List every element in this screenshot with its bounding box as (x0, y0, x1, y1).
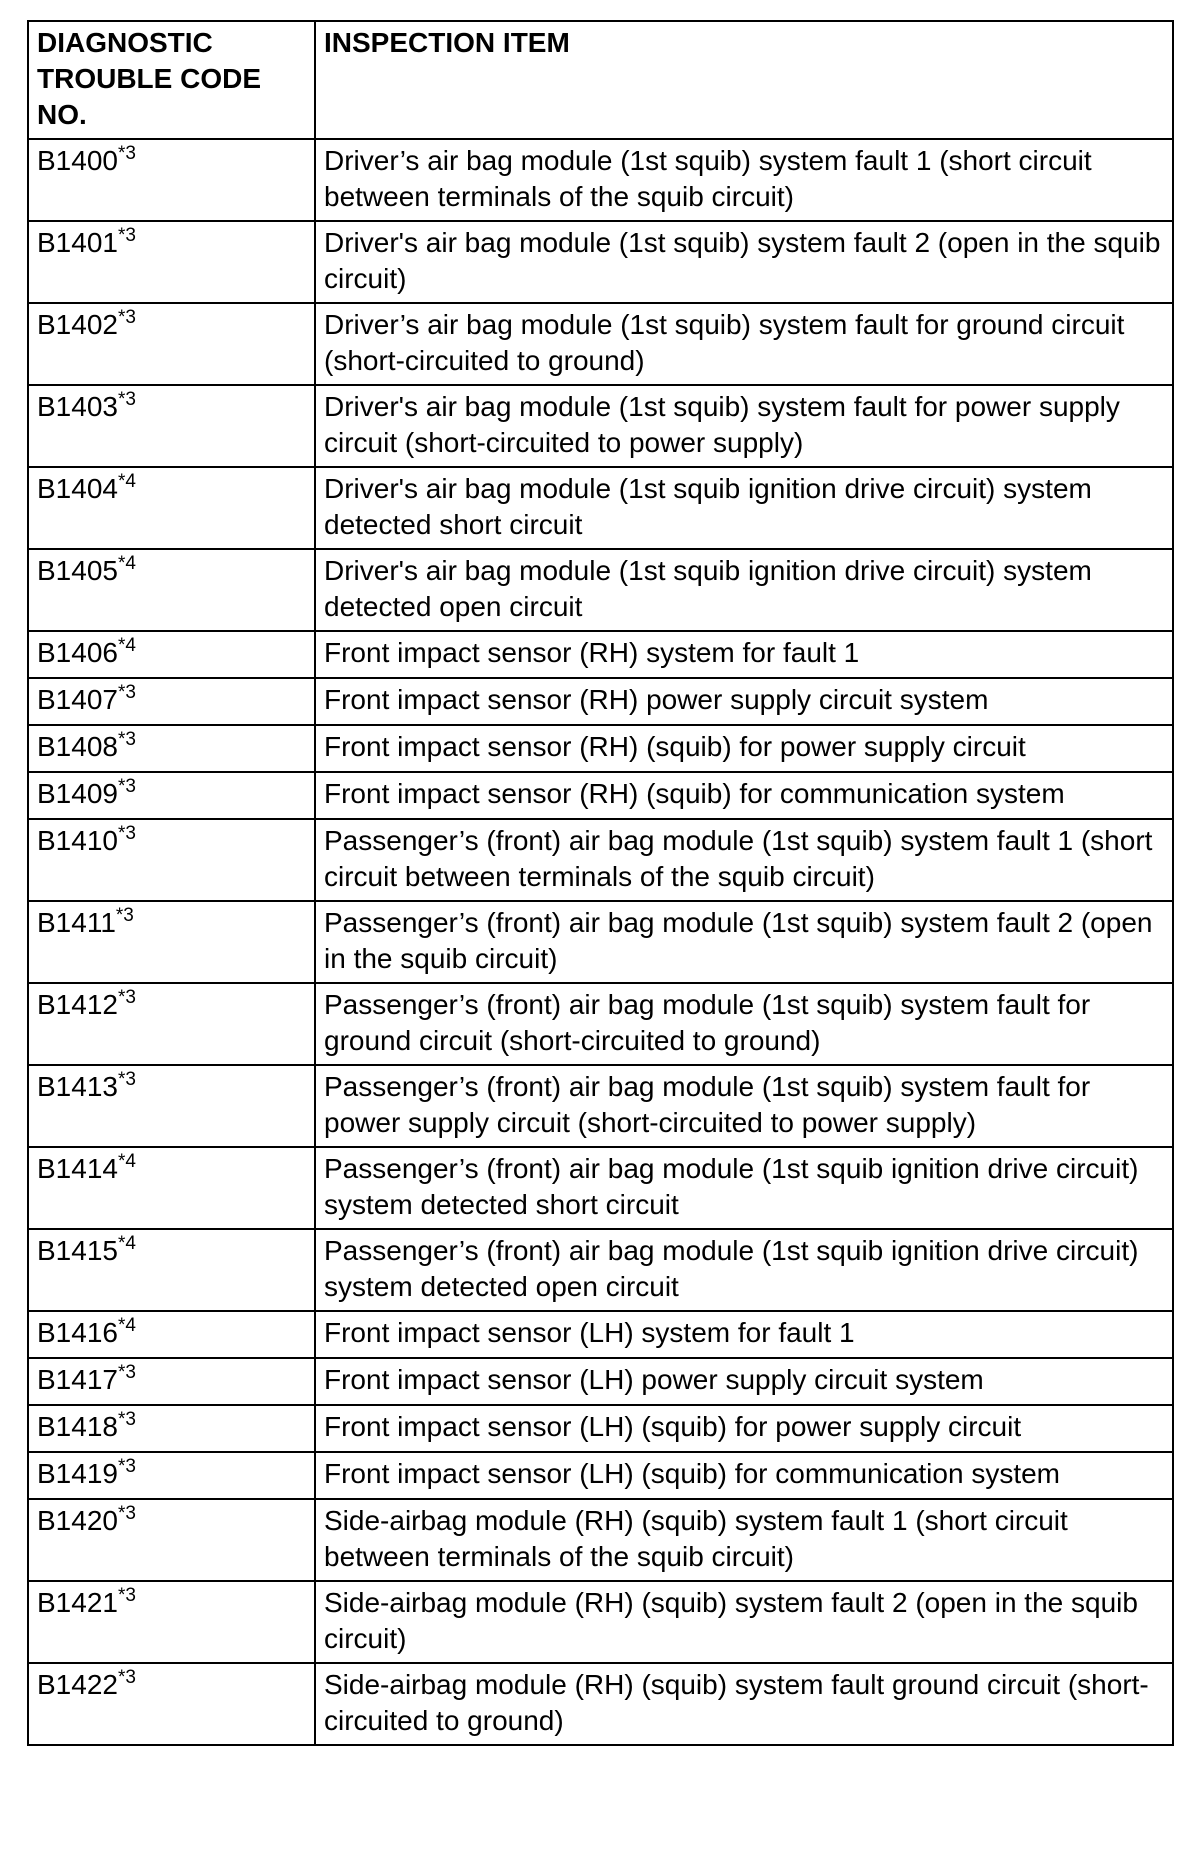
dtc-code: B1410 (37, 825, 118, 856)
inspection-item-cell: Driver's air bag module (1st squib ignition drive circuit) system detected short circuit (315, 467, 1173, 549)
table-row (28, 221, 1173, 303)
dtc-note: *3 (117, 307, 136, 328)
table-row (28, 725, 1173, 772)
dtc-code-cell (28, 1581, 315, 1663)
table-row (28, 901, 1173, 983)
dtc-code: B1413 (37, 1071, 118, 1102)
dtc-note: *4 (117, 635, 136, 656)
dtc-code: B1412 (37, 989, 118, 1020)
table-row (28, 772, 1173, 819)
inspection-item-cell: Front impact sensor (RH) (squib) for power supply circuit (315, 725, 1173, 772)
dtc-note: *4 (117, 1151, 136, 1172)
header-inspection-item: INSPECTION ITEM (315, 21, 1173, 139)
dtc-note: *3 (117, 729, 136, 750)
dtc-code-cell (28, 1311, 315, 1358)
dtc-note: *3 (117, 389, 136, 410)
table-row (28, 1358, 1173, 1405)
dtc-code-cell (28, 549, 315, 631)
dtc-note: *3 (117, 1362, 136, 1383)
dtc-note: *4 (117, 553, 136, 574)
dtc-note: *3 (117, 1585, 136, 1606)
inspection-item-cell: Side-airbag module (RH) (squib) system fault ground circuit (short-circuited to ground) (315, 1663, 1173, 1745)
inspection-item-cell: Front impact sensor (LH) system for fault 1 (315, 1311, 1173, 1358)
dtc-note: *3 (115, 905, 134, 926)
dtc-note: *3 (117, 225, 136, 246)
header-dtc-number: DIAGNOSTIC TROUBLE CODE NO. (28, 21, 315, 139)
dtc-code-cell (28, 631, 315, 678)
dtc-code-cell (28, 139, 315, 221)
dtc-code: B1400 (37, 145, 118, 176)
dtc-code: B1403 (37, 391, 118, 422)
table-row (28, 1663, 1173, 1745)
dtc-code-cell (28, 1147, 315, 1229)
dtc-code: B1417 (37, 1364, 118, 1395)
dtc-code-cell (28, 221, 315, 303)
table-row (28, 303, 1173, 385)
inspection-item-cell: Driver's air bag module (1st squib) system fault 2 (open in the squib circuit) (315, 221, 1173, 303)
dtc-code: B1402 (37, 309, 118, 340)
dtc-note: *3 (117, 1456, 136, 1477)
dtc-code-cell (28, 901, 315, 983)
dtc-code: B1405 (37, 555, 118, 586)
dtc-code: B1401 (37, 227, 118, 258)
inspection-item-cell: Driver’s air bag module (1st squib) system fault 1 (short circuit between terminals of the squib circuit) (315, 139, 1173, 221)
table-header-row (28, 21, 1173, 139)
dtc-code-cell (28, 1065, 315, 1147)
dtc-code-cell (28, 1499, 315, 1581)
table-row (28, 983, 1173, 1065)
table-row (28, 1229, 1173, 1311)
dtc-code-cell (28, 1663, 315, 1745)
dtc-code-cell (28, 303, 315, 385)
dtc-code-cell (28, 772, 315, 819)
dtc-code: B1406 (37, 637, 118, 668)
dtc-note: *3 (117, 682, 136, 703)
dtc-note: *3 (117, 776, 136, 797)
dtc-code-cell (28, 983, 315, 1065)
dtc-code: B1416 (37, 1317, 118, 1348)
dtc-code-cell (28, 1229, 315, 1311)
dtc-note: *3 (117, 1667, 136, 1688)
dtc-note: *3 (117, 143, 136, 164)
dtc-note: *3 (117, 1503, 136, 1524)
table-row (28, 1499, 1173, 1581)
dtc-code: B1421 (37, 1587, 118, 1618)
dtc-code-cell (28, 467, 315, 549)
table-row (28, 1581, 1173, 1663)
dtc-code-cell (28, 1405, 315, 1452)
inspection-item-cell: Front impact sensor (LH) (squib) for power supply circuit (315, 1405, 1173, 1452)
table-row (28, 1311, 1173, 1358)
inspection-item-cell: Side-airbag module (RH) (squib) system fault 2 (open in the squib circuit) (315, 1581, 1173, 1663)
inspection-item-cell: Driver's air bag module (1st squib ignition drive circuit) system detected open circuit (315, 549, 1173, 631)
inspection-item-cell: Driver's air bag module (1st squib) system fault for power supply circuit (short-circuited to power supply) (315, 385, 1173, 467)
table-row (28, 1452, 1173, 1499)
inspection-item-cell: Passenger’s (front) air bag module (1st squib) system fault for ground circuit (short-circuited to ground) (315, 983, 1173, 1065)
inspection-item-cell: Front impact sensor (RH) (squib) for communication system (315, 772, 1173, 819)
dtc-code: B1422 (37, 1669, 118, 1700)
dtc-code: B1420 (37, 1505, 118, 1536)
dtc-code-cell (28, 678, 315, 725)
dtc-code: B1407 (37, 684, 118, 715)
inspection-item-cell: Front impact sensor (LH) (squib) for communication system (315, 1452, 1173, 1499)
dtc-code: B1415 (37, 1235, 118, 1266)
table-row (28, 139, 1173, 221)
inspection-item-cell: Front impact sensor (RH) power supply circuit system (315, 678, 1173, 725)
inspection-item-cell: Passenger’s (front) air bag module (1st squib) system fault 1 (short circuit between terminals of the squib circuit) (315, 819, 1173, 901)
inspection-item-cell: Side-airbag module (RH) (squib) system fault 1 (short circuit between terminals of the squib circuit) (315, 1499, 1173, 1581)
dtc-code: B1414 (37, 1153, 118, 1184)
inspection-item-cell: Passenger’s (front) air bag module (1st squib ignition drive circuit) system detected short circuit (315, 1147, 1173, 1229)
dtc-note: *3 (117, 987, 136, 1008)
dtc-code: B1418 (37, 1411, 118, 1442)
table-row (28, 631, 1173, 678)
dtc-code: B1411 (37, 907, 116, 938)
dtc-code: B1404 (37, 473, 118, 504)
dtc-code: B1408 (37, 731, 118, 762)
dtc-note: *4 (117, 471, 136, 492)
inspection-item-cell: Passenger’s (front) air bag module (1st squib ignition drive circuit) system detected open circuit (315, 1229, 1173, 1311)
dtc-table (27, 20, 1174, 1746)
dtc-code-cell (28, 819, 315, 901)
dtc-note: *4 (117, 1233, 136, 1254)
dtc-code: B1419 (37, 1458, 118, 1489)
inspection-item-cell: Driver’s air bag module (1st squib) system fault for ground circuit (short-circuited to ground) (315, 303, 1173, 385)
dtc-code-cell (28, 385, 315, 467)
dtc-note: *3 (117, 1409, 136, 1430)
dtc-code-cell (28, 1452, 315, 1499)
table-row (28, 549, 1173, 631)
table-row (28, 1405, 1173, 1452)
inspection-item-cell: Passenger’s (front) air bag module (1st squib) system fault for power supply circuit (short-circuited to power supply) (315, 1065, 1173, 1147)
table-row (28, 467, 1173, 549)
dtc-code-cell (28, 1358, 315, 1405)
table-row (28, 678, 1173, 725)
dtc-note: *3 (117, 1069, 136, 1090)
table-body (28, 139, 1173, 1745)
inspection-item-cell: Front impact sensor (RH) system for fault 1 (315, 631, 1173, 678)
dtc-note: *4 (117, 1315, 136, 1336)
dtc-note: *3 (117, 823, 136, 844)
table-row (28, 1065, 1173, 1147)
dtc-code: B1409 (37, 778, 118, 809)
table-row (28, 1147, 1173, 1229)
dtc-code-cell (28, 725, 315, 772)
table-row (28, 385, 1173, 467)
inspection-item-cell: Passenger’s (front) air bag module (1st squib) system fault 2 (open in the squib circuit) (315, 901, 1173, 983)
inspection-item-cell: Front impact sensor (LH) power supply circuit system (315, 1358, 1173, 1405)
table-row (28, 819, 1173, 901)
